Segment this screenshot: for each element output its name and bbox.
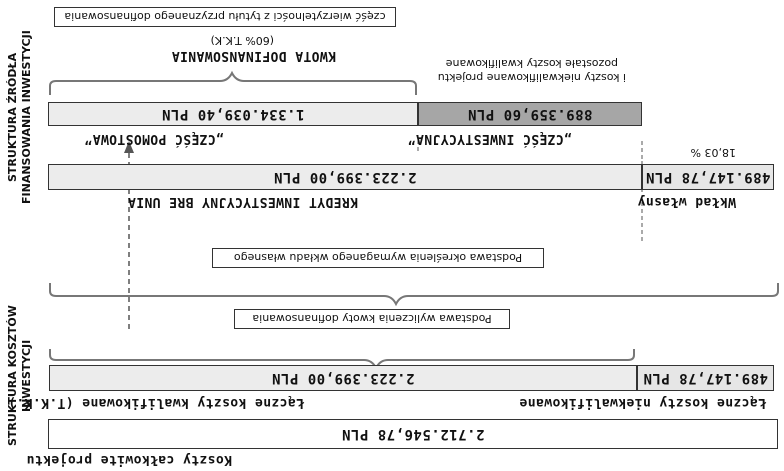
credit-amount-box: 2.223.399,00 PLN bbox=[48, 164, 642, 190]
total-amount-box: 2.712.546,78 PLN bbox=[48, 419, 778, 449]
remaining-note-line2: i koszty niekwalifikowane projektu bbox=[437, 71, 626, 84]
grant-basis-note: Podstawa wyliczenia kwoty dofinansowania bbox=[234, 309, 510, 329]
bridge-label: „CZĘŚĆ POMOSTOWA” bbox=[84, 131, 224, 146]
side-label-costs: STRUKTURA KOSZTÓW INWESTYCJI bbox=[6, 305, 33, 447]
credit-label: KREDYT INWESTYCYJNY BRE UNIA bbox=[127, 194, 358, 209]
eligible-label: Łączne koszty kwalifikowane (T.K.K.) bbox=[7, 395, 304, 410]
share-note: część wierzytelności z tytułu przyznanego dofinansowania bbox=[54, 7, 396, 27]
grant-amount-brace bbox=[50, 73, 416, 95]
invest-part-label: „CZĘŚĆ INWESTYCYJNA” bbox=[407, 131, 572, 146]
ineligible-label: Łączne koszty niekwalifikowane bbox=[519, 395, 766, 410]
side-label-financing: STRUKTURA ŹRÓDŁA FINANSOWANIA INWESTYCJI bbox=[6, 30, 33, 204]
remaining-note-line1: pozostałe koszty kwalifikowane bbox=[445, 57, 619, 70]
own-amount-box: 489.147,78 PLN bbox=[642, 164, 774, 190]
own-basis-brace bbox=[50, 283, 778, 304]
own-label: Wkład własny bbox=[637, 194, 736, 209]
total-label: Koszty całkowite projektu bbox=[26, 452, 232, 467]
bridge-amount-box: 1.334.039,40 PLN bbox=[48, 102, 418, 126]
invest-part-amount-box: 889.359,60 PLN bbox=[418, 102, 642, 126]
remaining-note bbox=[438, 56, 626, 84]
own-basis-note: Podstawa określenia wymaganego wkładu własnego bbox=[212, 248, 544, 268]
ineligible-amount-box: 489.147,78 PLN bbox=[637, 365, 774, 391]
share-percent: (60% T.K.K) bbox=[210, 34, 274, 47]
eligible-amount-box: 2.223.399,00 PLN bbox=[49, 365, 637, 391]
own-percent: 18,03 % bbox=[690, 146, 736, 159]
grant-title: KWOTA DOFINANSOWANIA bbox=[171, 48, 336, 63]
